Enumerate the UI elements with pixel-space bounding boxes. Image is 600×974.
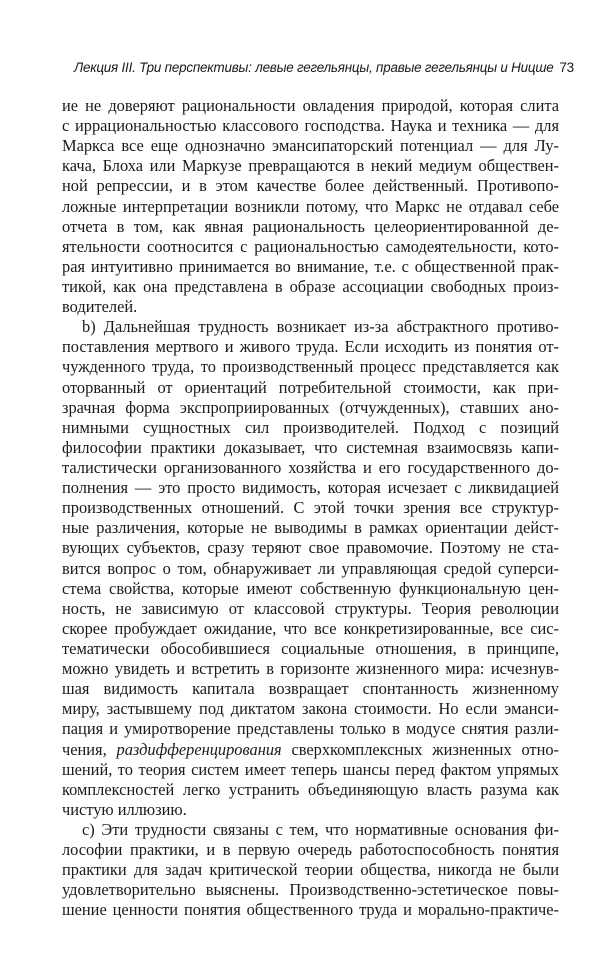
chapter-title: Лекция III. Три перспективы: левые гегельянцы, правые гегельянцы и Ницше <box>74 60 554 75</box>
running-head <box>62 60 574 84</box>
text-line: отчета в том, как явная рациональность целеориентированной де- <box>62 216 559 236</box>
text-line: шая видимость капитала возвращает спонтанность жизненному <box>62 679 559 699</box>
text-line: поставления мертвого и живого труда. Если исходить из понятия от- <box>62 337 559 357</box>
emphasized-term: раздифференцирования <box>116 739 282 759</box>
text-line: стема свойства, которые имеют собственную функциональную цен- <box>62 578 559 598</box>
text-line: ные различения, которые не выводимы в рамках ориентации дейст- <box>62 518 559 538</box>
text-line: чужденного труда, то производственный процесс представляется как <box>62 357 559 377</box>
text-line: ие не доверяют рациональности овладения природой, которая слита <box>62 96 559 115</box>
text-line: с иррациональностью классового господства. Наука и техника — для <box>62 116 559 136</box>
text-line: ность, не зависимую от классовой структуры. Теория революции <box>62 598 559 618</box>
text-line: зрачная форма экспроприированных (отчужденных), ставших ано- <box>62 397 559 417</box>
text-line: можно увидеть и встретить в горизонте жизненного мира: исчезнув- <box>62 659 559 679</box>
text-line: производственных отношений. С этой точки зрения все структур- <box>62 498 559 518</box>
text-line: чистую иллюзию. <box>62 799 187 819</box>
text-line: практики для задач критической теории общества, никогда не были <box>62 860 559 880</box>
text-line: удовлетворительно выяснены. Производственно-эстетическое повы- <box>62 880 559 900</box>
text-line: оторванный от ориентаций потребительной стоимости, как при- <box>62 377 559 397</box>
text-line: шение ценности понятия общественного труда и морально-практиче- <box>62 900 559 920</box>
text-fragment: сверхкомплексных жизненных отно- <box>281 739 560 759</box>
body-text <box>62 96 559 920</box>
text-line: талистически организованного хозяйства и его государственного до- <box>62 457 559 477</box>
text-line: пация и умиротворение представлены только в модусе снятия разли- <box>62 719 559 739</box>
page-number: 73 <box>559 60 574 75</box>
text-line: шений, то теория систем имеет теперь шансы перед фактом упрямых <box>62 759 559 779</box>
text-line: ятельности соотносится с рациональностью самодеятельности, кото- <box>62 236 559 256</box>
text-line: вится вопрос о том, обнаруживает ли управляющая средой суперси- <box>62 558 559 578</box>
text-line: рая интуитивно принимается во внимание, т.е. с общественной прак- <box>62 256 559 276</box>
text-line: кача, Блоха или Маркузе превращаются в некий медиум обществен- <box>62 156 559 176</box>
text-line: водителей. <box>62 297 138 317</box>
text-line: вующих субъектов, сразу теряют свое правомочие. Поэтому не ста- <box>62 538 559 558</box>
text-line: лософии практики, и в первую очередь работоспособность понятия <box>62 840 559 860</box>
text-line: тикой, как она представлена в образе ассоциации свободных произ- <box>62 276 559 296</box>
text-line: ложные интерпретации возникли потому, что Маркс не отдавал себе <box>62 196 559 216</box>
paragraph-c-start: c) Эти трудности связаны с тем, что нормативные основания фи- <box>82 819 559 839</box>
text-line: тематически обособившиеся социальные отношения, в принципе, <box>62 638 559 658</box>
paragraph-b-start: b) Дальнейшая трудность возникает из-за абстрактного противо- <box>82 317 559 337</box>
text-line: комплексностей легко устранить объединяющую власть разума как <box>62 779 559 799</box>
text-line: полнения — это просто видимость, которая исчезает с ликвидацией <box>62 478 559 498</box>
text-line: миру, застывшему под диктатом закона стоимости. Но если эманси- <box>62 699 559 719</box>
text-line: философии практики доказывает, что системная взаимосвязь капи- <box>62 437 559 457</box>
text-line-with-emphasis <box>62 740 559 760</box>
text-fragment: чения, <box>62 739 117 759</box>
text-line: ной репрессии, и в этом качестве более действенный. Противопо- <box>62 176 559 196</box>
text-line: Маркса все еще однозначно эмансипаторский потенциал — для Лу- <box>62 136 559 156</box>
text-line: скорее пробуждает ожидание, что все конкретизированные, все сис- <box>62 618 559 638</box>
text-line: нимными сущностных сил производителей. Подход с позиций <box>62 417 559 437</box>
